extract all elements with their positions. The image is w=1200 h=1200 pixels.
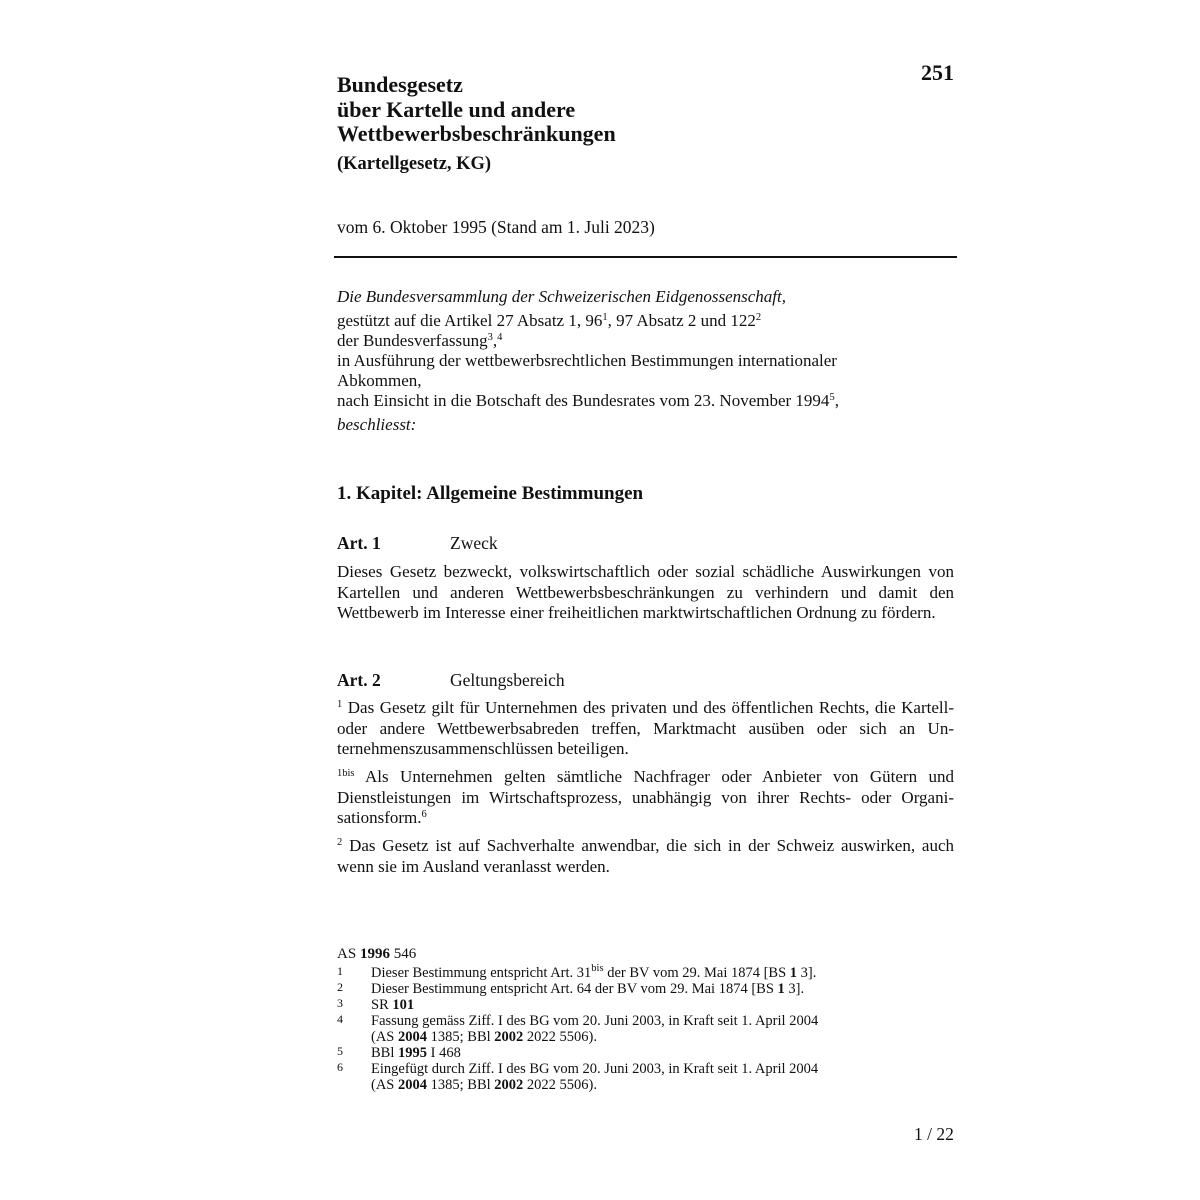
chapter-heading: 1. Kapitel: Allgemeine Bestimmungen (337, 483, 644, 504)
law-title-line: über Kartelle und andere (337, 96, 576, 122)
footnote-ref[interactable]: 2 (755, 312, 762, 323)
article-paragraph (337, 698, 954, 760)
footnote-segment: 2002 (494, 1029, 524, 1045)
preamble-resolves: beschliesst: (337, 415, 417, 434)
footnote-segment: Eingefügt durch Ziff. I des BG vom 20. Juni 2003, in Kraft seit 1. April 2004 (371, 1061, 819, 1077)
official-collection-ref (337, 946, 416, 963)
footnote-segment: 1385; BBl (427, 1077, 495, 1093)
footnote-number: 3 (337, 996, 343, 1010)
article-paragraph (337, 767, 954, 829)
preamble-text: , (492, 331, 498, 350)
footnote (337, 1013, 897, 1045)
footnote-text (371, 1061, 818, 1093)
law-title-line: Wettbewerbsbeschränkungen (337, 121, 616, 146)
preamble-line: in Ausführung der wettbewerbsrechtlichen Bestimmungen internationaler (337, 351, 837, 370)
as-page: 546 (393, 946, 417, 962)
footnote-segment: 1385; BBl (427, 1029, 495, 1045)
footnote-ref[interactable]: 4 (497, 332, 503, 343)
footnote-number: 4 (337, 1012, 343, 1026)
sr-number: 251 (921, 60, 954, 85)
footnote-segment: der BV vom 29. Mai 1874 [BS (603, 965, 790, 981)
footnote-segment: Dieser Bestimmung entspricht Art. 64 der BV vom 29. Mai 1874 [BS (371, 981, 778, 997)
footnote-segment: Dieser Bestimmung entspricht Art. 31 (371, 965, 592, 981)
paragraph-text: Das Gesetz ist auf Sachverhalte anwendbar, die sich in der Schweiz auswirken, auch wenn sie im Ausland veranlasst werden. (337, 836, 954, 876)
article-label: Art. 1 (337, 533, 381, 553)
preamble-intro: Die Bundesversammlung der Schweizerischen Eidgenossenschaft, (337, 287, 786, 306)
preamble-line (337, 331, 957, 351)
footnote-segment: 101 (392, 997, 415, 1013)
footnote (337, 1061, 897, 1093)
footnote-segment: I 468 (427, 1045, 461, 1061)
page-number: 1 / 22 (914, 1124, 954, 1144)
preamble-text: , 97 Absatz 2 und 122 (607, 311, 756, 330)
preamble-text: , (834, 391, 839, 410)
as-year: 1996 (359, 946, 390, 962)
footnote-segment: Fassung gemäss Ziff. I des BG vom 20. Juni 2003, in Kraft seit 1. April 2004 (371, 1013, 819, 1029)
article-title: Geltungsbereich (450, 670, 565, 690)
preamble-text: der Bundesverfassung (337, 331, 488, 350)
article-text: Dieses Gesetz bezweckt, volkswirtschaftlich oder sozial schädliche Auswirkungen von Kartellen und anderen Wettbewerbsbeschränkungen zu verhindern und damit den Wettbewerb im Interesse einer freiheitlichen marktwirtschaftlichen Ordnung zu fördern. (337, 562, 954, 622)
footnote-ref[interactable]: 6 (421, 809, 427, 820)
footnote-text (371, 997, 414, 1013)
footnote (337, 1045, 897, 1061)
article-heading (337, 533, 498, 554)
law-date-line: vom 6. Oktober 1995 (Stand am 1. Juli 2023) (337, 217, 655, 237)
footnote-segment: 2002 (494, 1077, 524, 1093)
footnote-ref[interactable]: 1 (602, 312, 608, 323)
footnote-segment: (AS (371, 1077, 398, 1093)
footnote-segment: BBl (371, 1045, 398, 1061)
footnote-number: 6 (337, 1060, 343, 1074)
footnote-segment: 2022 5506). (523, 1029, 597, 1045)
preamble-text: nach Einsicht in die Botschaft des Bundesrates vom 23. November 1994 (337, 391, 830, 410)
footnote-segment: bis (591, 963, 604, 974)
paragraph-number: 1bis (337, 768, 355, 779)
preamble-text: gestützt auf die Artikel 27 Absatz 1, 96 (337, 311, 603, 330)
preamble-line (337, 311, 957, 331)
footnote-segment: 1 (777, 981, 785, 997)
footnote-ref[interactable]: 5 (829, 392, 835, 403)
footnote-ref[interactable]: 3 (487, 332, 493, 343)
paragraph-text: Das Gesetz gilt für Unternehmen des privaten und des öffentlichen Rechts, die Kartell- oder andere Wettbewerbsabreden treffen, Marktmacht ausüben oder sich an Unternehmenszusammenschlüssen beteiligen. (337, 698, 954, 758)
footnote-segment: 1995 (398, 1045, 427, 1061)
footnote (337, 965, 897, 981)
footnote-text (371, 965, 816, 981)
footnote (337, 981, 897, 997)
as-prefix: AS (337, 946, 357, 962)
article-heading (337, 670, 565, 691)
footnote-text (371, 1045, 461, 1061)
law-title-line: Bundesgesetz (337, 72, 463, 97)
footnote-segment: 3]. (797, 965, 817, 981)
preamble-line: Abkommen, (337, 371, 422, 390)
header-divider (334, 256, 957, 258)
paragraph-text: Als Unternehmen gelten sämtliche Nachfrager oder Anbieter von Gütern und Dienstleistungen im Wirtschaftsprozess, unabhängig von ihrer Rechts- oder Organisationsform. (337, 767, 954, 827)
paragraph-number: 1 (337, 699, 343, 710)
article-paragraph (337, 836, 954, 877)
footnote-text (371, 1013, 818, 1045)
footnote-number: 2 (337, 980, 343, 994)
footnote-segment: 1 (789, 965, 798, 981)
footnote-segment: 2004 (398, 1029, 427, 1045)
footnote-segment: (AS (371, 1029, 398, 1045)
article-title: Zweck (450, 533, 498, 553)
footnote-segment: 2004 (398, 1077, 427, 1093)
preamble (337, 287, 957, 435)
paragraph-number: 2 (337, 837, 343, 848)
footnote-segment: SR (371, 997, 393, 1013)
footnote-number: 5 (337, 1044, 343, 1058)
footnote (337, 997, 897, 1013)
footnotes (337, 965, 897, 1093)
footnote-segment: 3]. (784, 981, 805, 997)
footnote-segment: 2022 5506). (523, 1077, 597, 1093)
preamble-line (337, 391, 957, 411)
footnote-number: 1 (337, 964, 343, 978)
article-label: Art. 2 (337, 670, 381, 690)
law-short-title: (Kartellgesetz, KG) (337, 154, 492, 174)
law-title (337, 73, 837, 147)
footnote-text (371, 981, 804, 997)
